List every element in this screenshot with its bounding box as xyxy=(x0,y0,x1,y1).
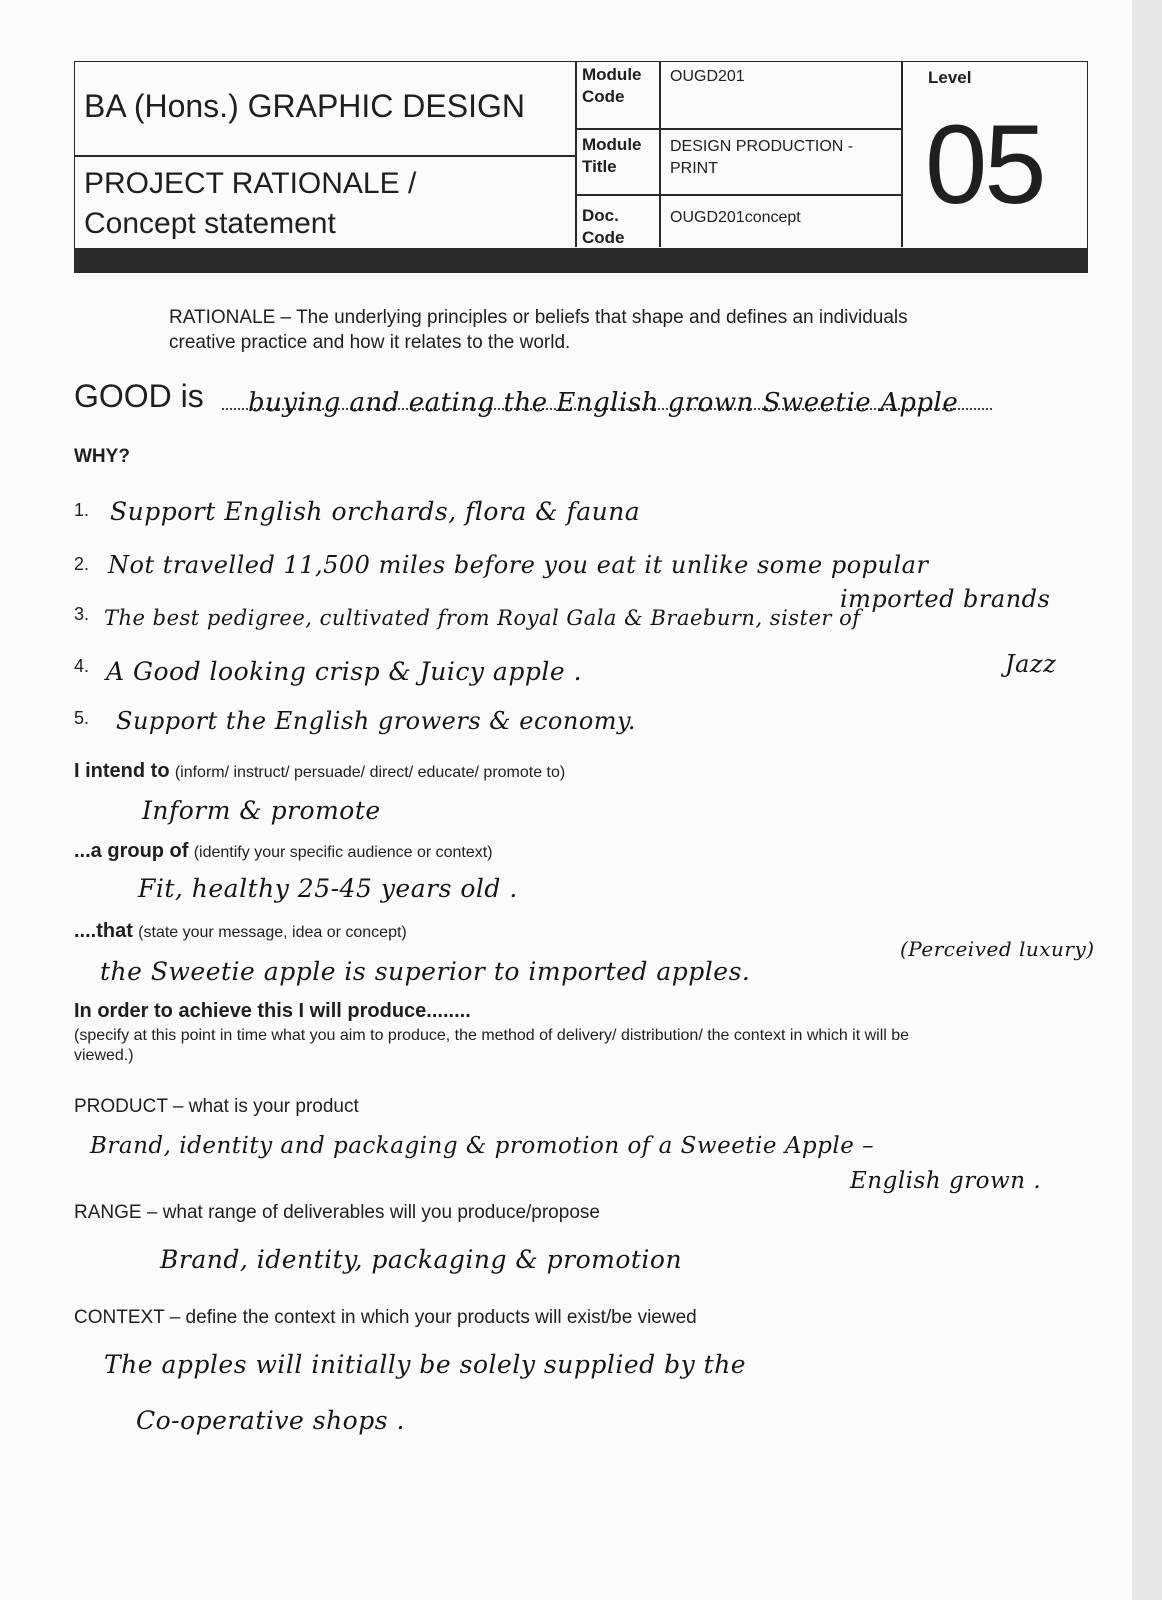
module-code-label-1: Module xyxy=(582,65,642,84)
why-item-2-text: Not travelled 11,500 miles before you eat it unlike some popular xyxy=(108,551,929,579)
good-answer: buying and eating the English grown Sweetie Apple xyxy=(248,388,959,418)
doc-code-value: OUGD201concept xyxy=(670,209,801,226)
module-title-value-2: PRINT xyxy=(670,160,718,177)
that-answer-extra: (Perceived luxury) xyxy=(900,937,1095,961)
intend-answer: Inform & promote xyxy=(142,796,381,825)
that-section xyxy=(74,920,407,943)
good-is-label: GOOD is xyxy=(74,378,204,414)
module-title-value-1: DESIGN PRODUCTION - xyxy=(670,138,854,155)
why-label: WHY? xyxy=(74,446,130,467)
project-title-line-1: PROJECT RATIONALE / xyxy=(84,167,417,200)
why-item-5-number: 5. xyxy=(74,708,90,728)
why-item-4-number: 4. xyxy=(74,656,90,676)
range-label: RANGE – what range of deliverables will you produce/propose xyxy=(74,1202,600,1223)
that-answer: the Sweetie apple is superior to imported apples. xyxy=(100,957,751,986)
module-code-label-2: Code xyxy=(582,87,625,106)
why-item-2-extra: imported brands xyxy=(840,585,1051,613)
group-label: ...a group of xyxy=(74,840,189,862)
why-item-3-text: The best pedigree, cultivated from Royal Gala & Braeburn, sister of xyxy=(104,606,861,630)
doc-code-label-1: Doc. xyxy=(582,206,619,225)
level-number: 05 xyxy=(925,102,1044,227)
intend-label: I intend to xyxy=(74,760,170,782)
project-title xyxy=(84,164,416,244)
rationale-definition: RATIONALE – The underlying principles or beliefs that shape and defines an individuals creative practice and how it relates to the world. xyxy=(169,307,908,353)
doc-code-label-2: Code xyxy=(582,228,625,247)
module-code-value: OUGD201 xyxy=(670,68,745,85)
product-label: PRODUCT – what is your product xyxy=(74,1096,359,1117)
context-answer-line-1: The apples will initially be solely supplied by the xyxy=(104,1350,747,1379)
produce-section xyxy=(74,1000,471,1023)
why-item-1-number: 1. xyxy=(74,500,90,520)
that-label: ....that xyxy=(74,920,133,942)
produce-note: (specify at this point in time what you aim to produce, the method of delivery/ distribution/ the context in which it will be viewed.) xyxy=(74,1027,910,1064)
level-label: Level xyxy=(928,68,972,87)
product-answer-extra: English grown . xyxy=(850,1168,1042,1194)
group-hint: (identify your specific audience or context) xyxy=(193,844,493,861)
group-answer: Fit, healthy 25-45 years old . xyxy=(138,874,518,903)
intend-hint: (inform/ instruct/ persuade/ direct/ educate/ promote to) xyxy=(174,764,566,781)
course-name: BA (Hons.) GRAPHIC DESIGN xyxy=(84,88,525,124)
product-answer: Brand, identity and packaging & promotion of a Sweetie Apple – xyxy=(90,1133,875,1159)
why-item-4-text: A Good looking crisp & Juicy apple . xyxy=(106,657,583,686)
doc-code-label xyxy=(582,205,625,249)
module-title-label-1: Module xyxy=(582,135,642,154)
that-hint: (state your message, idea or concept) xyxy=(138,924,407,941)
why-item-3-extra: Jazz xyxy=(1005,650,1057,678)
module-title-value xyxy=(670,136,853,180)
group-section xyxy=(74,840,493,863)
why-item-2-number: 2. xyxy=(74,554,90,574)
header-divider-bar xyxy=(74,249,1088,273)
module-title-label xyxy=(582,134,642,178)
why-item-1-text: Support English orchards, flora & fauna xyxy=(110,497,641,526)
context-answer-line-2: Co-operative shops . xyxy=(136,1406,405,1435)
module-code-label xyxy=(582,64,642,108)
why-item-5-text: Support the English growers & economy. xyxy=(116,707,637,735)
project-title-line-2: Concept statement xyxy=(84,207,336,240)
why-item-3-number: 3. xyxy=(74,604,90,624)
intend-section xyxy=(74,760,565,783)
module-title-label-2: Title xyxy=(582,157,617,176)
context-label: CONTEXT – define the context in which your products will exist/be viewed xyxy=(74,1307,697,1328)
range-answer: Brand, identity, packaging & promotion xyxy=(160,1245,683,1274)
scan-edge xyxy=(1132,0,1162,1600)
produce-label: In order to achieve this I will produce........ xyxy=(74,1000,471,1022)
